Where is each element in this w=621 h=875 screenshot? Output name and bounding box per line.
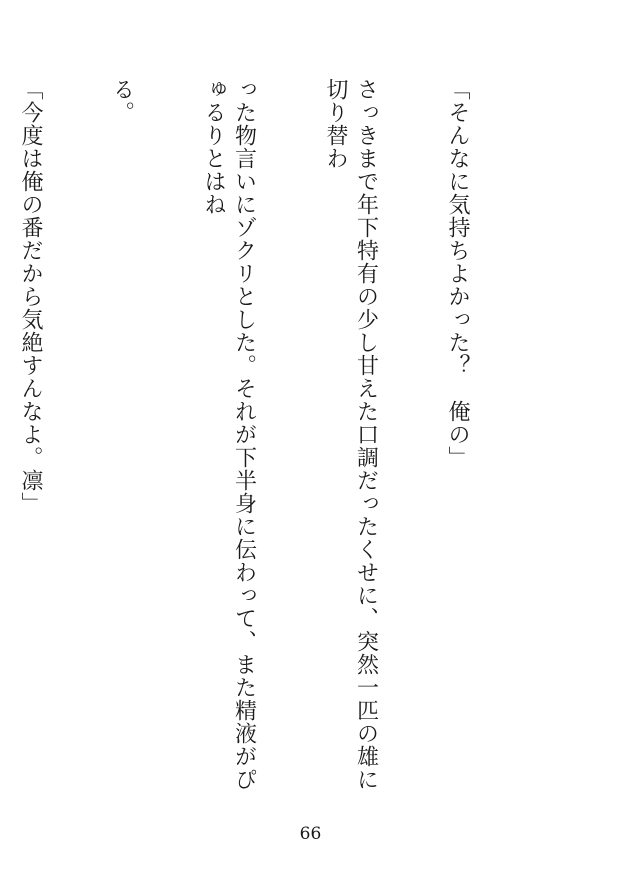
text-line: さっきまで年下特有の少し甘えた口調だったくせに、突然一匹の雄に切り替わ (323, 78, 379, 791)
vertical-text-body (18, 78, 533, 813)
text-line: 「そんなに気持ちよかった？ 俺の」 (445, 78, 470, 469)
text-line: る。 (109, 78, 135, 124)
page-number: 66 (299, 824, 322, 844)
text-line: った物言いにゾクリとした。それが下半身に伝わって、また精液がぴゅるりとはね (201, 78, 257, 791)
text-line: 「今度は俺の番だから気絶すんなよ。凛」 (18, 78, 43, 515)
